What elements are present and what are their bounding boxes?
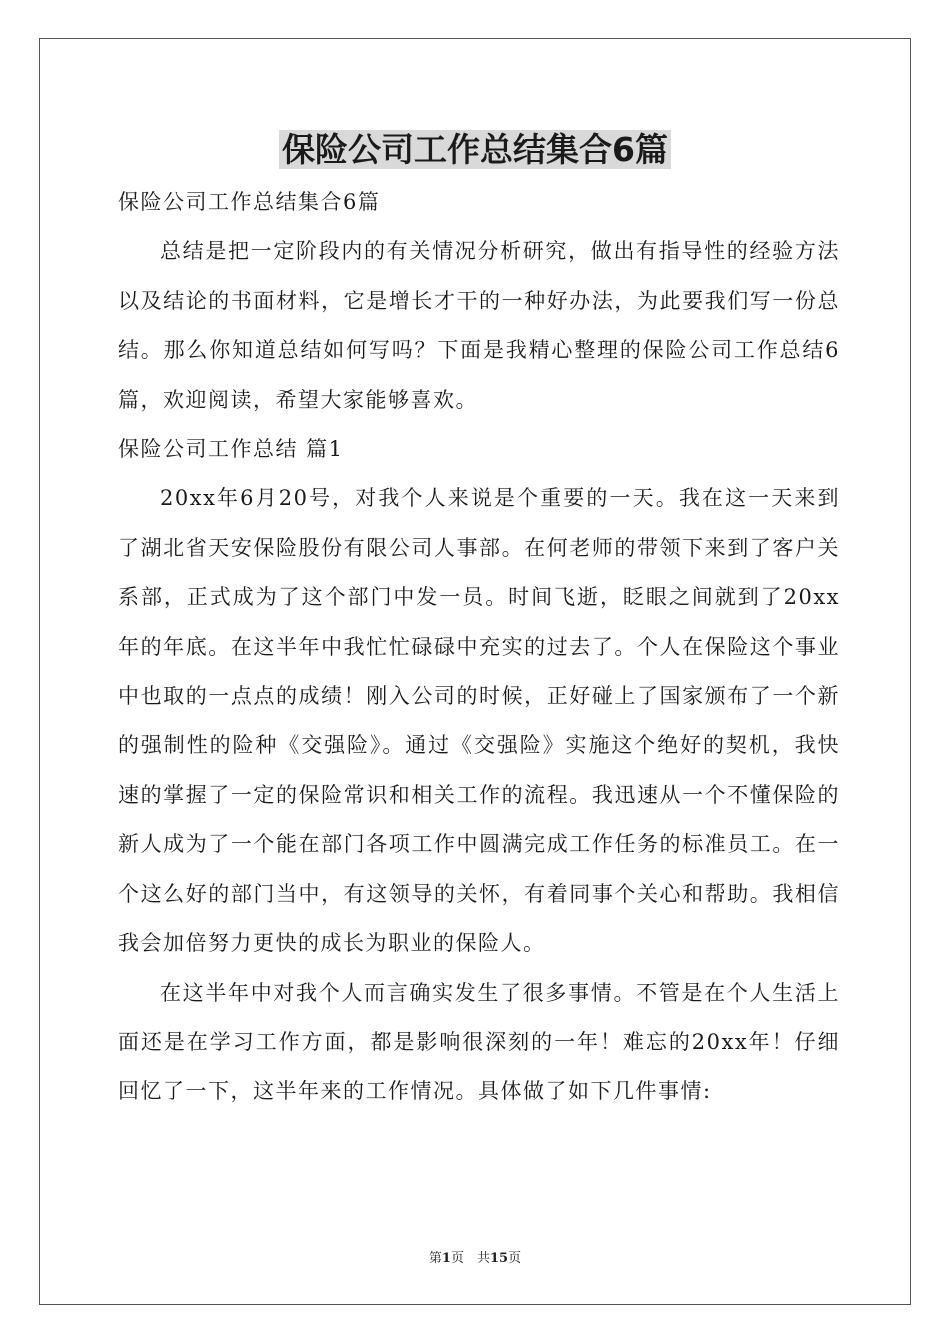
body-paragraph: 在这半年中对我个人而言确实发生了很多事情。不管是在个人生活上面还是在学习工作方面，都是影响很深刻的一年！难忘的20xx年！仔细回忆了一下，这半年来的工作情况。具体做了如下几件事情: <box>118 980 840 1104</box>
document-title-text: 保险公司工作总结集合6篇 <box>279 130 671 169</box>
footer-mid: 页 共 <box>450 1251 490 1266</box>
footer-page-number: 1 <box>441 1251 451 1266</box>
page-footer <box>0 1247 950 1266</box>
footer-total-pages: 15 <box>489 1251 509 1266</box>
subtitle-line: 保险公司工作总结集合6篇 <box>118 190 381 214</box>
intro-paragraph: 总结是把一定阶段内的有关情况分析研究，做出有指导性的经验方法以及结论的书面材料，它是增长才干的一种好办法，为此要我们写一份总结。那么你知道总结如何写吗？下面是我精心整理的保险公司工作总结6篇，欢迎阅读，希望大家能够喜欢。 <box>118 239 840 412</box>
footer-prefix: 第 <box>428 1251 442 1266</box>
section-heading-1: 保险公司工作总结 篇1 <box>118 437 344 462</box>
document-title <box>0 128 950 172</box>
document-body <box>118 178 840 1117</box>
footer-suffix: 页 <box>508 1251 522 1266</box>
body-paragraph: 20xx年6月20号，对我个人来说是个重要的一天。我在这一天来到了湖北省天安保险股份有限公司人事部。在何老师的带领下来到了客户关系部，正式成为了这个部门中发一员。时间飞逝，眨眼之间就到了20xx年的年底。在这半年中我忙忙碌碌中充实的过去了。个人在保险这个事业中也取的一点点的成绩！刚入公司的时候，正好碰上了国家颁布了一个新的强制性的险种《交强险》。通过《交强险》实施这个绝好的契机，我快速的掌握了一定的保险常识和相关工作的流程。我迅速从一个不懂保险的新人成为了一个能在部门各项工作中圆满完成工作任务的标准员工。在一个这么好的部门当中，有这领导的关怀，有着同事个关心和帮助。我相信我会加倍努力更快的成长为职业的保险人。 <box>118 486 840 956</box>
